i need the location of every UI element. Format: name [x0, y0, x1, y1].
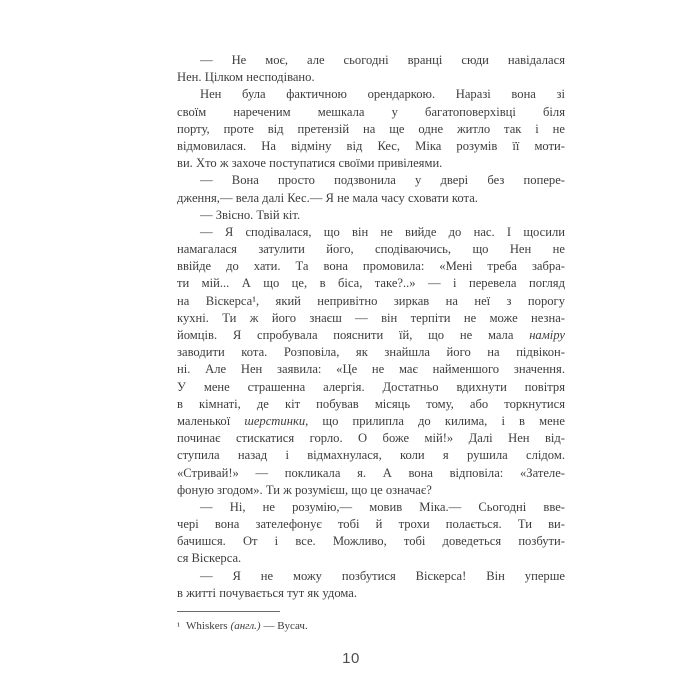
- text-line: У мене страшенна алергія. Достатньо вдихнути повітря: [177, 379, 565, 394]
- page-text: [177, 52, 565, 602]
- footnote: [177, 619, 565, 634]
- text-line: починає стискатися горло. О боже мій!» Далі Нен від-: [177, 431, 565, 446]
- text-line: — Звісно. Твій кіт.: [200, 207, 301, 222]
- text-line: своїм нареченим мешкала у багатоповерхівці біля: [177, 104, 565, 119]
- footnote-definition: — Вусач.: [263, 620, 308, 632]
- text-line: фоную згодом». Ти ж розумієш, що це означає?: [177, 482, 432, 497]
- footnote-term: Whiskers: [186, 620, 228, 632]
- text-line: відмовилася. На відміну від Кес, Міка розумів її моти-: [177, 138, 565, 153]
- text-line: — Ні, не розумію,— мовив Міка.— Сьогодні вве-: [200, 499, 565, 514]
- text-line: маленької шерстинки, що прилипла до килима, і в мене: [177, 413, 565, 428]
- text-line: — Я не можу позбутися Віскерса! Він уперше: [200, 568, 565, 583]
- text-line: в житті почувається тут як удома.: [177, 585, 358, 600]
- text-line: йомців. Я спробувала пояснити їй, що не мала наміру: [177, 328, 565, 342]
- text-line: ступила назад і відмахнулася, коли я рушила слідом.: [177, 448, 565, 463]
- text-line: «Стривай!» — покликала я. А вона відповіла: «Зателе-: [177, 465, 565, 480]
- footnote-separator: [177, 611, 280, 612]
- footnote-language-note: (англ.): [230, 620, 261, 632]
- text-line: ся Віскерса.: [177, 551, 242, 566]
- text-line: бачишся. От і все. Можливо, тобі доведеться позбути-: [177, 534, 565, 549]
- text-line: кухні. Ти ж його знаєш — він терпіти не може незна-: [177, 310, 565, 325]
- text-line: порту, проте від претензій на ще одне житло так і не: [177, 121, 565, 136]
- text-line: дження,— вела далі Кес.— Я не мала часу сховати кота.: [177, 190, 478, 205]
- text-line: — Вона просто подзвонила у двері без попере-: [200, 173, 565, 188]
- text-line: ні. Але Нен заявила: «Це не має найменшого значення.: [177, 362, 565, 377]
- text-line: — Не моє, але сьогодні вранці сюди навідалася: [200, 53, 565, 67]
- text-line: на Віскерса¹, який непривітно зиркав на неї з порогу: [177, 293, 565, 308]
- text-line: намагалася затулити його, сподіваючись, що Нен не: [177, 242, 565, 257]
- text-line: Нен була фактичною орендаркою. Наразі вона зі: [200, 87, 565, 102]
- text-line: чері вона зателефонує тобі й трохи полається. Ти ви-: [177, 517, 565, 532]
- text-line: заводити кота. Розповіла, як знайшла його на підвікон-: [177, 345, 565, 360]
- text-line: ви. Хто ж захоче поступатися своїми привілеями.: [177, 156, 443, 171]
- text-line: — Я сподівалася, що він не вийде до нас. І щосили: [200, 224, 565, 239]
- text-line: в кімнаті, де кіт побував місяць тому, або торкнутися: [177, 396, 565, 411]
- text-line: ти мій... А що це, в біса, таке?..» — і перевела погляд: [177, 276, 565, 291]
- text-line: ввійде до хати. Та вона промовила: «Мені треба забра-: [177, 259, 565, 274]
- page-number: 10: [342, 650, 360, 667]
- text-line: Нен. Цілком несподівано.: [177, 70, 315, 85]
- footnote-marker: ¹: [177, 621, 180, 632]
